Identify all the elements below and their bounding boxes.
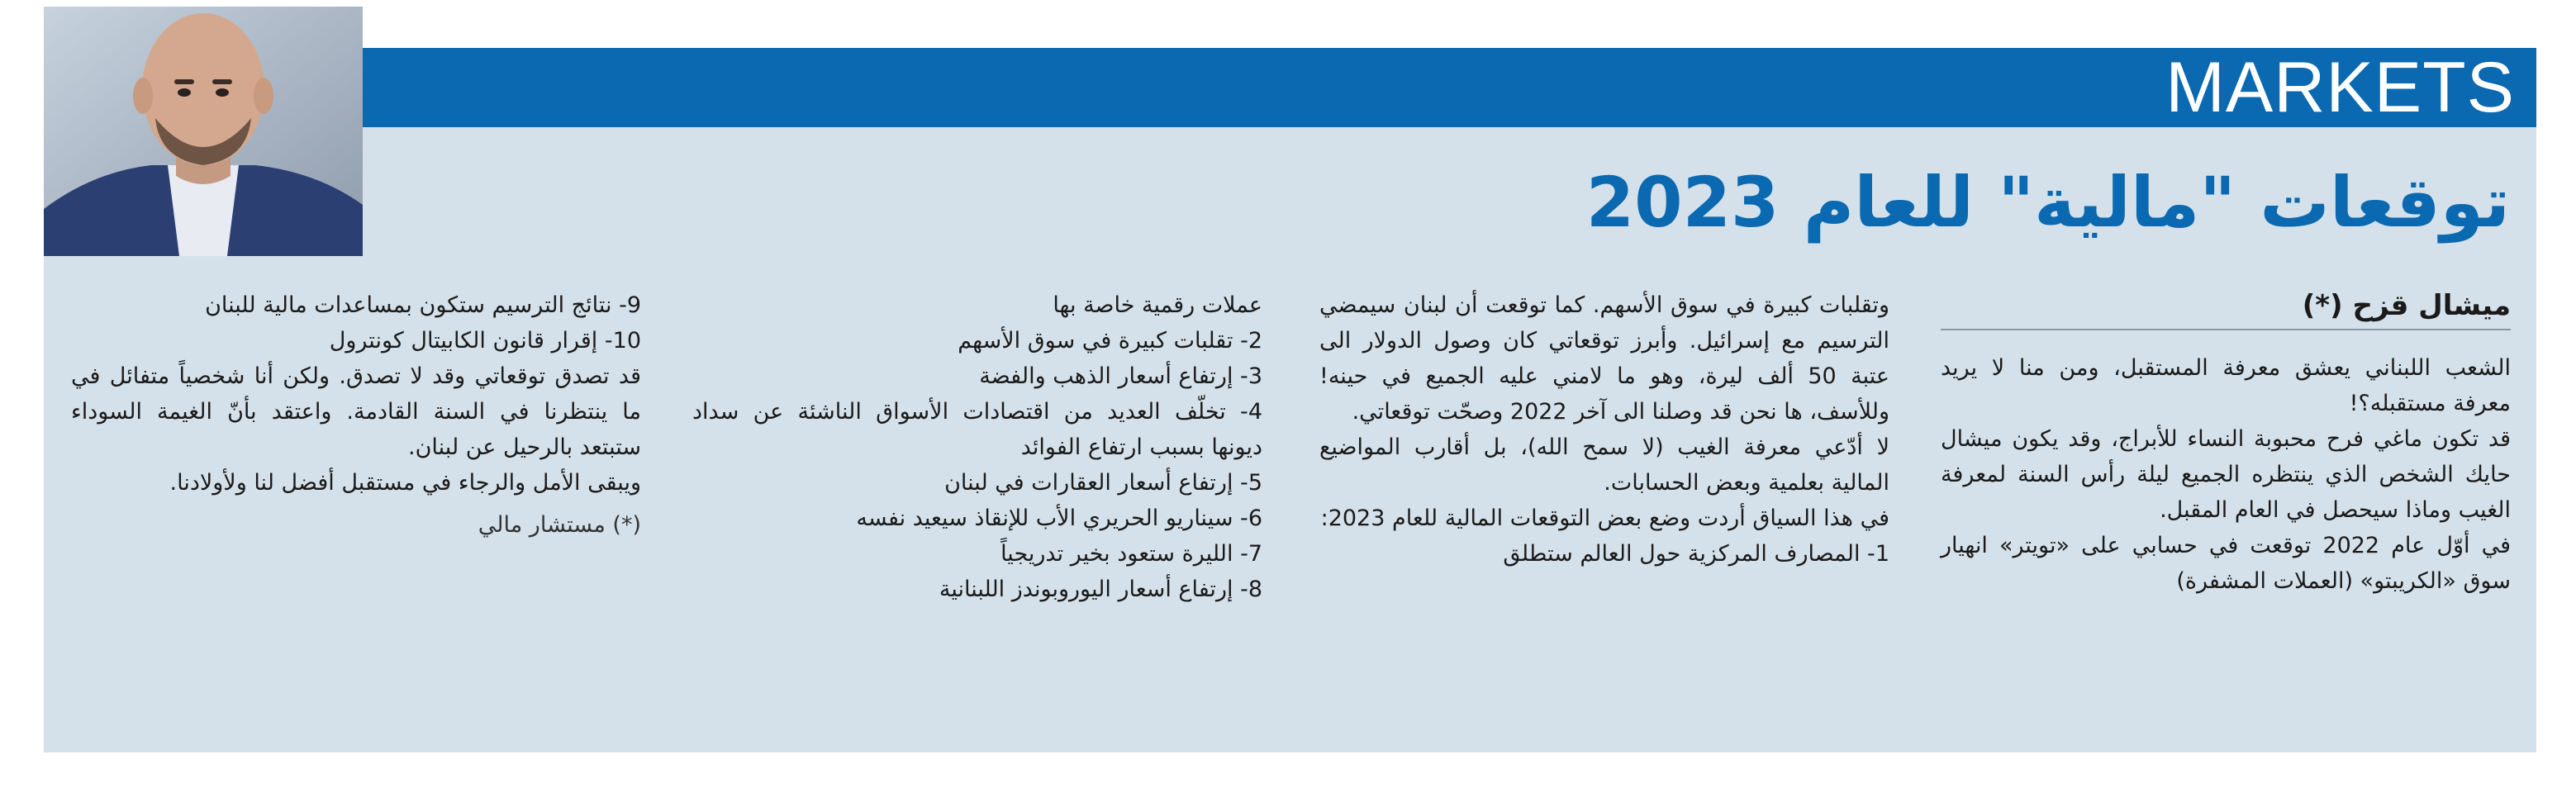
paragraph: وتقلبات كبيرة في سوق الأسهم. كما توقعت أن لبنان سيمضي الترسيم مع إسرائيل. وأبرز توقعاتي كان وصول الدولار الى عتبة 50 ألف ليرة، وهو ما لامني عليه الجميع في حينه! وللأسف، ها نحن قد وصلنا الى آخر 2022 وصحّت توقعاتي. <box>1319 292 1889 425</box>
list-item: 3- إرتفاع أسعار الذهب والفضة <box>979 363 1262 389</box>
article-column-1 <box>1941 287 2511 599</box>
article-column-4 <box>71 287 641 543</box>
list-item: 6- سيناريو الحريري الأب للإنقاذ سيعيد نفسه <box>856 506 1262 531</box>
list-item: 7- الليرة ستعود بخير تدريجياً <box>1000 541 1262 567</box>
author-photo <box>44 7 363 256</box>
paragraph: قد تصدق توقعاتي وقد لا تصدق. ولكن أنا شخصياً متفائل في ما ينتظرنا في السنة القادمة. واعتقد بأنّ الغيمة السوداء ستبتعد بالرحيل عن لبنان. <box>71 363 641 460</box>
paragraph: لا أدّعي معرفة الغيب (لا سمح الله)، بل أقارب المواضيع المالية بعلمية وبعض الحسابات. <box>1319 434 1889 496</box>
list-item: 2- تقلبات كبيرة في سوق الأسهم <box>958 328 1262 354</box>
list-item: 4- تخلّف العديد من اقتصادات الأسواق الناشئة عن سداد ديونها بسبب ارتفاع الفوائد <box>692 399 1262 460</box>
paragraph: في أوّل عام 2022 توقعت في حسابي على «تويتر» انهيار سوق «الكريبتو» (العملات المشفرة) <box>1941 533 2512 594</box>
article-column-3 <box>692 287 1262 607</box>
list-item: 9- نتائج الترسيم ستكون بمساعدات مالية للبنان <box>205 292 641 318</box>
paragraph: في هذا السياق أردت وضع بعض التوقعات المالية للعام 2023: <box>1320 506 1889 531</box>
list-item: 5- إرتفاع أسعار العقارات في لبنان <box>944 470 1262 496</box>
list-item: عملات رقمية خاصة بها <box>1053 292 1262 318</box>
section-banner <box>44 48 2536 127</box>
article-headline: توقعات "مالية" للعام 2023 <box>1585 162 2510 243</box>
list-item: 8- إرتفاع أسعار اليوروبوندز اللبنانية <box>939 577 1262 602</box>
section-title: MARKETS <box>2165 48 2515 127</box>
article-column-2 <box>1319 287 1889 572</box>
paragraph: 1- المصارف المركزية حول العالم ستطلق <box>1503 541 1889 567</box>
paragraph: قد تكون ماغي فرح محبوبة النساء للأبراج، وقد يكون ميشال حايك الشخص الذي ينتظره الجميع ليلة رأس السنة لمعرفة الغيب وماذا سيحصل في العام المقبل. <box>1941 426 2511 523</box>
author-byline: ميشال قزح (*) <box>1941 287 2511 330</box>
paragraph: ويبقى الأمل والرجاء في مستقبل أفضل لنا ولأولادنا. <box>169 470 641 496</box>
author-footnote: (*) مستشار مالي <box>478 512 641 538</box>
paragraph: الشعب اللبناني يعشق معرفة المستقبل، ومن منا لا يريد معرفة مستقبله؟! <box>1941 355 2511 416</box>
list-item: 10- إقرار قانون الكابيتال كونترول <box>329 328 641 354</box>
